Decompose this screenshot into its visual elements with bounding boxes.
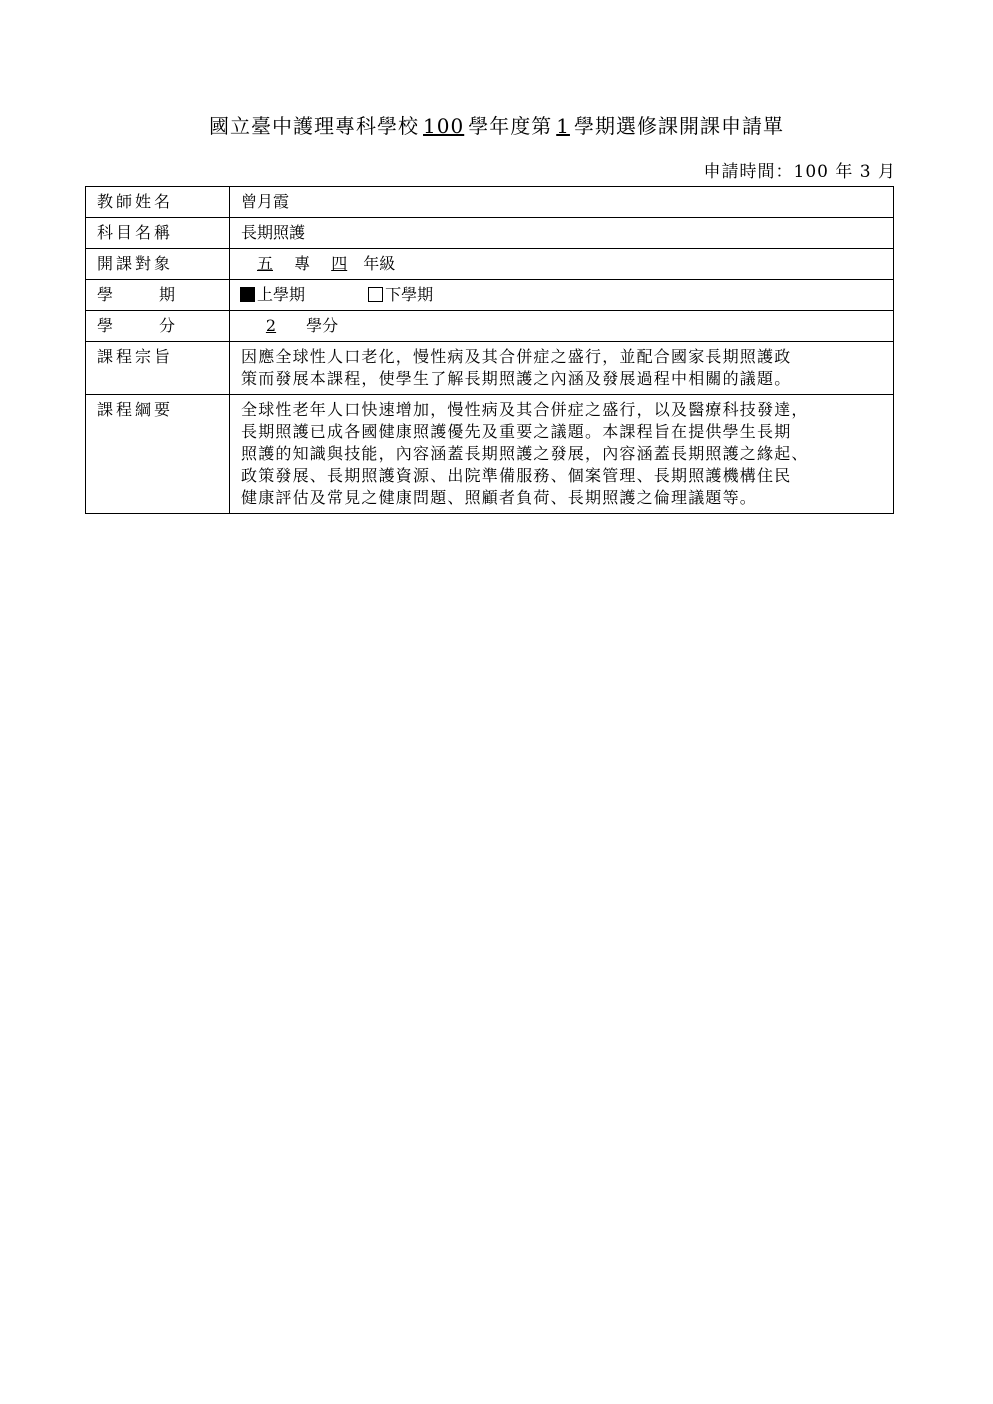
row-teacher	[86, 187, 894, 218]
outline-line: 長期照護已成各國健康照護優先及重要之議題。本課程旨在提供學生長期	[241, 422, 792, 441]
row-outline	[86, 395, 894, 514]
target-value	[230, 249, 894, 280]
title-year: 100	[423, 114, 465, 138]
semester-option-first[interactable]	[240, 284, 305, 306]
credit-value	[230, 311, 894, 342]
title-school: 國立臺中護理專科學校	[209, 114, 420, 138]
semester-option-second-label: 下學期	[385, 285, 434, 304]
checkbox-checked-icon[interactable]	[240, 287, 255, 302]
semester-option-second[interactable]	[368, 284, 433, 306]
row-subject	[86, 218, 894, 249]
outline-line: 照護的知識與技能，內容涵蓋長期照護之發展，內容涵蓋長期照護之緣起、	[241, 444, 809, 463]
target-program-unit: 專	[294, 254, 311, 273]
teacher-label: 教師姓名	[86, 187, 230, 218]
title-term-number: 1	[556, 114, 570, 138]
application-form-table	[85, 186, 894, 514]
checkbox-empty-icon[interactable]	[368, 287, 383, 302]
title-mid: 學年度第	[468, 114, 553, 138]
credit-label	[86, 311, 230, 342]
semester-value	[230, 280, 894, 311]
semester-option-first-label: 上學期	[257, 285, 306, 304]
credit-label-char-2: 分	[158, 316, 175, 335]
semester-label-char-2: 期	[158, 285, 175, 304]
subject-value: 長期照護	[230, 218, 894, 249]
credit-number: 2	[265, 316, 277, 335]
target-grade-unit: 年級	[363, 254, 396, 273]
outline-line: 政策發展、長期照護資源、出院準備服務、個案管理、長期照護機構住民	[241, 466, 792, 485]
title-suffix: 學期選修課開課申請單	[573, 114, 784, 138]
semester-label	[86, 280, 230, 311]
purpose-label: 課程宗旨	[86, 342, 230, 395]
credit-unit: 學分	[306, 316, 339, 335]
credit-label-char-1: 學	[97, 316, 114, 335]
outline-text	[230, 395, 894, 514]
purpose-line: 策而發展本課程，使學生了解長期照護之內涵及發展過程中相關的議題。	[241, 369, 792, 388]
outline-label: 課程綱要	[86, 395, 230, 514]
row-semester	[86, 280, 894, 311]
subject-label: 科目名稱	[86, 218, 230, 249]
apply-time: 申請時間：100 年 3 月	[703, 162, 896, 182]
outline-line: 健康評估及常見之健康問題、照顧者負荷、長期照護之倫理議題等。	[241, 488, 758, 507]
row-purpose	[86, 342, 894, 395]
target-program: 五	[256, 254, 273, 273]
target-grade: 四	[331, 254, 348, 273]
purpose-line: 因應全球性人口老化，慢性病及其合併症之盛行，並配合國家長期照護政	[241, 347, 792, 366]
row-target	[86, 249, 894, 280]
document-title	[0, 110, 993, 139]
purpose-text	[230, 342, 894, 395]
semester-label-char-1: 學	[97, 285, 114, 304]
target-label: 開課對象	[86, 249, 230, 280]
outline-line: 全球性老年人口快速增加，慢性病及其合併症之盛行，以及醫療科技發達，	[241, 400, 809, 419]
teacher-value: 曾月霞	[230, 187, 894, 218]
row-credit	[86, 311, 894, 342]
